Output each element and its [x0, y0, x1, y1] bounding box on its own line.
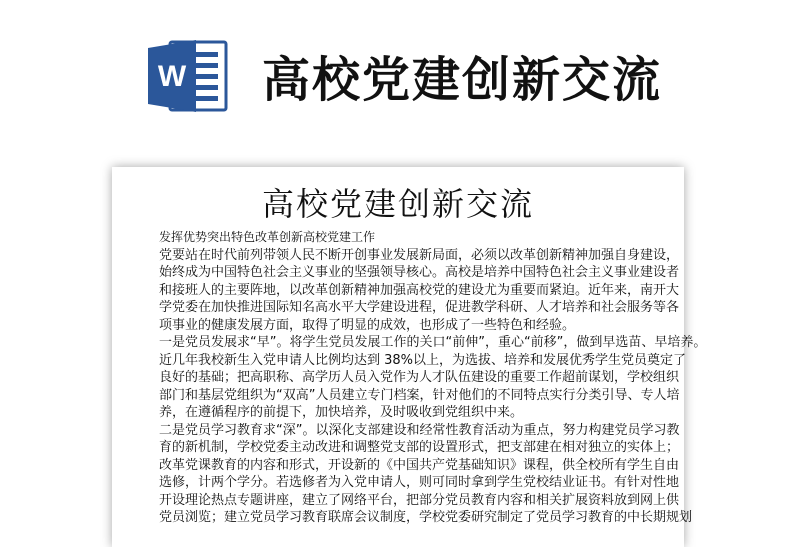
document-line: 开设理论热点专题讲座，建立了网络平台，把部分党员教育内容和相关扩展资料放到网上供 [159, 492, 680, 508]
document-line: 始终成为中国特色社会主义事业的坚强领导核心。高校是培养中国特色社会主义事业建设者 [159, 265, 680, 280]
document-page [112, 167, 707, 547]
word-icon [148, 36, 230, 116]
document-title: 高校党建创新交流 [261, 185, 534, 223]
document-line: 项事业的健康发展方面，取得了明显的成效，也形成了一些特色和经验。 [159, 317, 576, 333]
document-line: 党员浏览；建立党员学习教育联席会议制度，学校党委研究制定了党员学习教育的中长期规划 [159, 510, 693, 525]
header-title: 高校党建创新交流 [262, 52, 663, 108]
document-line: 近几年我校新生入党申请人比例均达到 38%以上，为选拔、培养和发展优秀学生党员奠定了 [159, 352, 687, 368]
preview-header [0, 0, 800, 150]
document-subtitle: 发挥优势突出特色改革创新高校党建工作 [159, 230, 376, 244]
document-body [159, 229, 707, 527]
document-line: 改革党课教育的内容和形式，开设新的《中国共产党基础知识》课程，供全校所有学生自由 [159, 457, 680, 473]
document-line: 学党委在加快推进国际知名高水平大学建设进程，促进教学科研、人才培养和社会服务等各 [159, 300, 680, 315]
document-line: 部门和基层党组织为“双高”人员建立专门档案，针对他们的不同特点实行分类引导、专人培 [159, 387, 680, 403]
document-line: 选修，计两个学分。若选修者为入党申请人，则可同时拿到学生党校结业证书。有针对性地 [159, 475, 680, 490]
word-icon-letter: W [157, 60, 187, 93]
document-line: 二是党员学习教育求“深”。以深化支部建设和经常性教育活动为重点，努力构建党员学习教 [159, 422, 680, 438]
document-line: 一是党员发展求“早”。将学生党员发展工作的关口“前伸”，重心“前移”，做到早选苗、早培养。 [159, 335, 707, 350]
document-line: 育的新机制，学校党委主动改进和调整党支部的设置形式，把支部建在相对独立的实体上； [159, 440, 680, 455]
document-line: 养，在遵循程序的前提下，加快培养，及时吸收到党组织中来。 [159, 405, 524, 420]
document-line: 和接班人的主要阵地，以改革创新精神加强高校党的建设尤为重要而紧迫。近年来，南开大 [159, 282, 680, 298]
document-line: 良好的基础；把高职称、高学历人员入党作为人才队伍建设的重要工作超前谋划，学校组织 [159, 370, 680, 385]
document-line: 党要站在时代前列带领人民不断开创事业发展新局面，必须以改革创新精神加强自身建设， [159, 247, 680, 263]
